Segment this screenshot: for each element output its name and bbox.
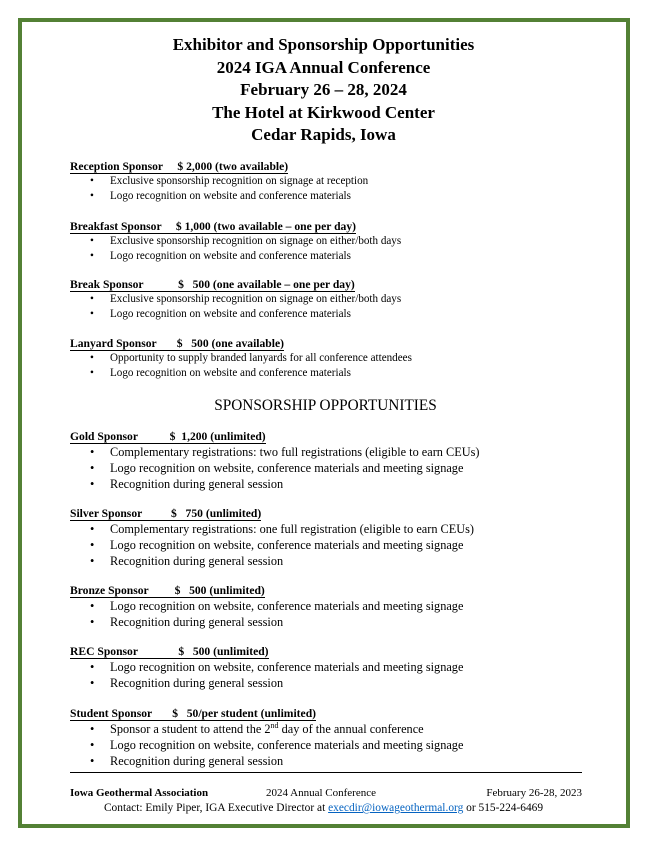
footer-conference: 2024 Annual Conference (266, 787, 376, 799)
sponsor-heading: Lanyard Sponsor $ 500 (one available) (70, 337, 284, 350)
footer-org: Iowa Geothermal Association (70, 787, 209, 799)
sponsor-heading: Break Sponsor $ 500 (one available – one per day) (70, 278, 355, 291)
list-item: • Logo recognition on website and conference materials (90, 189, 351, 202)
sponsor-heading: REC Sponsor $ 500 (unlimited) (70, 645, 269, 658)
sponsor-heading: Reception Sponsor $ 2,000 (two available) (70, 160, 289, 173)
sponsor-heading: Breakfast Sponsor $ 1,000 (two available – one per day) (70, 220, 357, 233)
list-item: • Logo recognition on website, conference materials and meeting signage (90, 660, 464, 674)
header-dates: February 26 – 28, 2024 (240, 80, 407, 100)
document-header (0, 34, 647, 147)
sponsor-heading: Student Sponsor $ 50/per student (unlimited) (70, 707, 316, 720)
list-item: • Exclusive sponsorship recognition on signage on either/both days (90, 293, 402, 305)
list-item: • Recognition during general session (90, 477, 284, 492)
section-title: SPONSORSHIP OPPORTUNITIES (214, 397, 437, 414)
list-item: • Recognition during general session (90, 554, 284, 569)
sponsor-bronze (70, 584, 610, 630)
sponsor-gold (70, 430, 610, 493)
sponsor-rec (70, 645, 610, 691)
sponsor-silver (70, 507, 610, 570)
sponsor-heading: Silver Sponsor $ 750 (unlimited) (70, 507, 262, 520)
list-item: • Sponsor a student to attend the 2nd day of the annual conference (90, 720, 424, 736)
sponsor-heading: Bronze Sponsor $ 500 (unlimited) (70, 584, 265, 597)
list-item: • Logo recognition on website and conference materials (90, 249, 351, 262)
list-item: • Recognition during general session (90, 676, 284, 691)
footer-divider (70, 772, 582, 773)
sponsor-breakfast (70, 220, 610, 263)
list-item: • Logo recognition on website, conference materials and meeting signage (90, 599, 464, 613)
sponsor-student (70, 707, 610, 770)
list-item: • Logo recognition on website, conference materials and meeting signage (90, 738, 464, 753)
list-item: • Complementary registrations: two full registrations (eligible to earn CEUs) (90, 445, 480, 459)
header-city: Cedar Rapids, Iowa (251, 125, 396, 145)
footer-dates: February 26-28, 2023 (486, 787, 582, 799)
footer-contact: Contact: Emily Piper, IGA Executive Director at execdir@iowageothermal.org or 515-224-6469 (103, 802, 544, 814)
list-item: • Recognition during general session (90, 754, 284, 769)
list-item: • Recognition during general session (90, 615, 284, 630)
list-item: • Exclusive sponsorship recognition on signage at reception (90, 175, 369, 187)
list-item: • Logo recognition on website, conference materials and meeting signage (90, 538, 464, 553)
sponsor-break (70, 278, 610, 321)
footer-info (70, 787, 582, 801)
list-item: • Logo recognition on website, conference materials and meeting signage (90, 461, 464, 476)
list-item: • Exclusive sponsorship recognition on signage on either/both days (90, 235, 402, 247)
sponsor-reception (70, 160, 610, 203)
sponsor-heading: Gold Sponsor $ 1,200 (unlimited) (70, 430, 266, 443)
sponsor-lanyard (70, 337, 610, 380)
list-item: • Opportunity to supply branded lanyards for all conference attendees (90, 352, 412, 364)
list-item: • Logo recognition on website and conference materials (90, 307, 351, 320)
header-title: Exhibitor and Sponsorship Opportunities (172, 35, 475, 54)
header-venue: The Hotel at Kirkwood Center (212, 102, 435, 122)
list-item: • Complementary registrations: one full registration (eligible to earn CEUs) (90, 522, 475, 536)
header-conference: 2024 IGA Annual Conference (216, 57, 431, 77)
email-link[interactable]: execdir@iowageothermal.org (328, 802, 464, 814)
list-item: • Logo recognition on website and conference materials (90, 366, 351, 379)
